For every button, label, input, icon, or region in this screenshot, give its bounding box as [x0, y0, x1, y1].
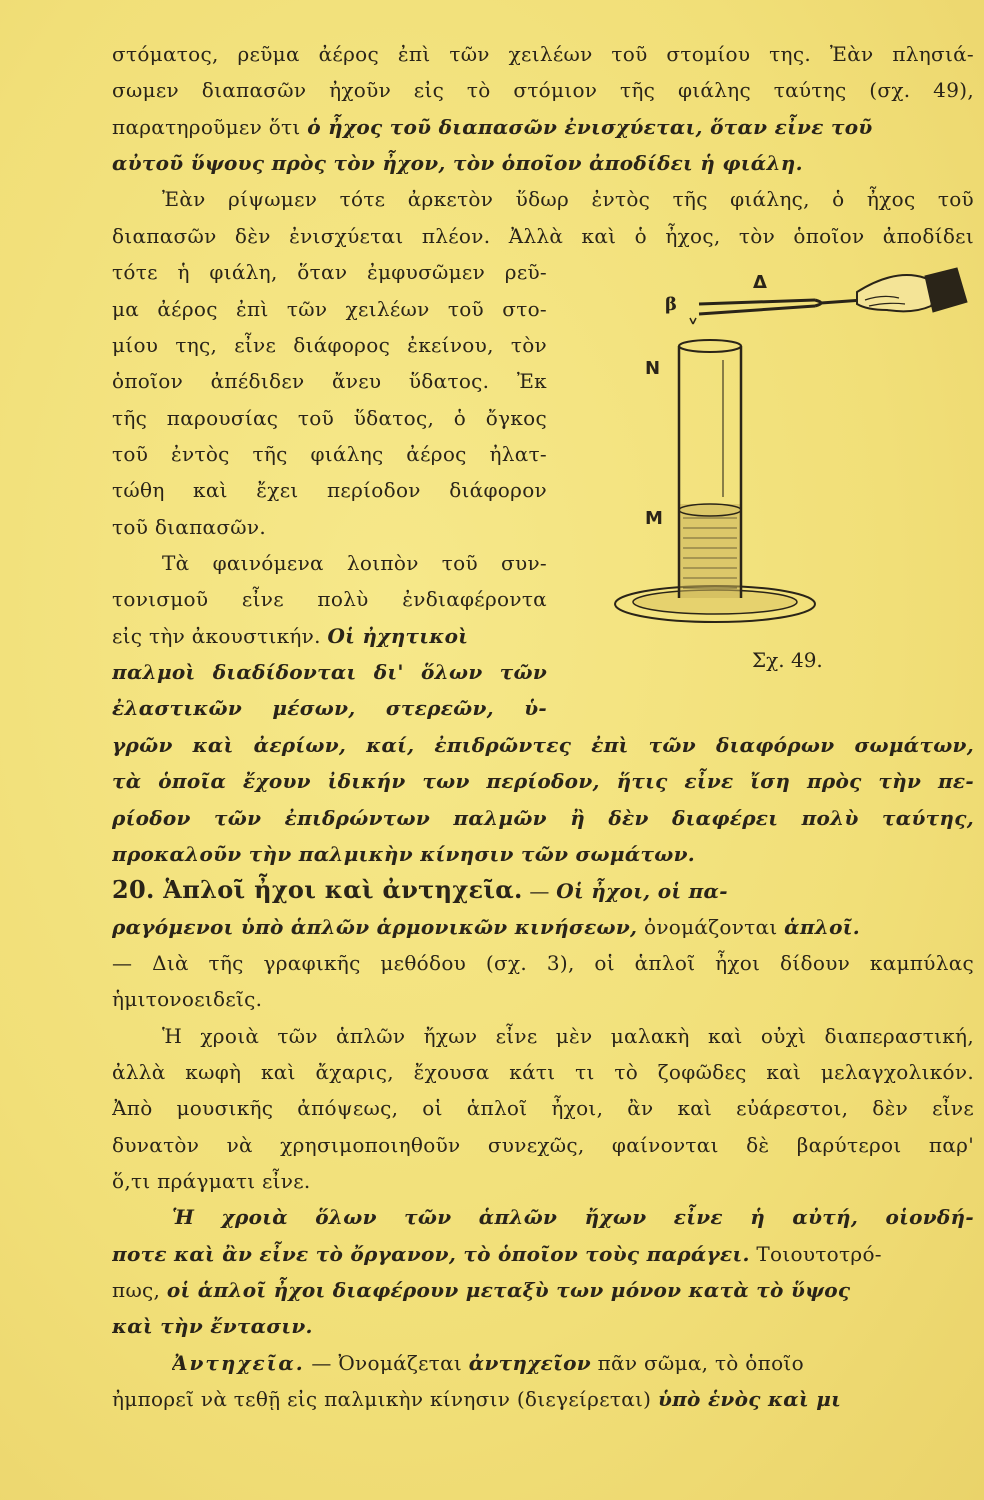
- text-line: ὅ,τι πράγματι εἶνε.: [112, 1169, 311, 1193]
- hand-drawing: [857, 268, 967, 312]
- text-line: μα ἀέρος ἐπὶ τῶν χειλέων τοῦ στο-: [112, 297, 547, 321]
- text-line: ραγόμενοι ὑπὸ ἁπλῶν ἁρμονικῶν κινήσεων, ὀνομάζονται ἁπλοῖ.: [112, 915, 860, 939]
- figure-caption: Σχ. 49.: [752, 648, 823, 672]
- sound-mark: [690, 318, 696, 324]
- emphasis-text: ἁπλοῖ.: [784, 915, 860, 939]
- emphasis-line: προκαλοῦν τὴν παλμικὴν κίνησιν τῶν σωμάτων.: [112, 842, 696, 866]
- emphasis-text: οἱ ἁπλοῖ ἦχοι διαφέρουν μεταξὺ των μόνον κατὰ τὸ ὕψος: [166, 1278, 851, 1302]
- text-line: Ἡ χροιὰ τῶν ἁπλῶν ἤχων εἶνε μὲν μαλακὴ καὶ οὐχὶ διαπεραστική,: [162, 1024, 974, 1048]
- text-line: ἀλλὰ κωφὴ καὶ ἄχαρις, ἔχουσα κάτι τι τὸ ζοφῶδες καὶ μελαγχολικόν.: [112, 1060, 974, 1084]
- text-line: Ἀπὸ μουσικῆς ἀπόψεως, οἱ ἁπλοῖ ἦχοι, ἂν καὶ εὐάρεστοι, δὲν εἶνε: [112, 1096, 974, 1120]
- text-line: τοῦ ἐντὸς τῆς φιάλης ἀέρος ἠλατ-: [112, 442, 547, 466]
- emphasis-line: γρῶν καὶ ἀερίων, καί, ἐπιδρῶντες ἐπὶ τῶν διαφόρων σωμάτων,: [112, 733, 974, 757]
- cylinder-mouth: [679, 340, 741, 352]
- emphasis-line: καὶ τὴν ἔντασιν.: [112, 1314, 313, 1338]
- emphasis-line: τὰ ὁποῖα ἔχουν ἰδικήν των περίοδον, ἥτις εἶνε ἴση πρὸς τὴν πε-: [112, 769, 974, 793]
- text-line: Ἀντηχεῖα. — Ὀνομάζεται ἀντηχεῖον πᾶν σῶμα, τὸ ὁποῖο: [172, 1351, 804, 1375]
- emphasis-text: ὑπὸ ἑνὸς καὶ μι: [657, 1387, 842, 1411]
- label-n: N: [645, 358, 661, 379]
- emphasis-text: ὁ ἦχος τοῦ διαπασῶν ἐνισχύεται, ὅταν εἶνε τοῦ: [307, 115, 873, 139]
- text-line: — Διὰ τῆς γραφικῆς μεθόδου (σχ. 3), οἱ ἁπλοῖ ἦχοι δίδουν καμπύλας: [112, 951, 974, 975]
- resonance-figure: [595, 262, 980, 662]
- text-line: τοῦ διαπασῶν.: [112, 515, 267, 539]
- emphasis-line: παλμοὶ διαδίδονται δι' ὅλων τῶν: [112, 660, 547, 684]
- text-line: τότε ἡ φιάλη, ὅταν ἐμφυσῶμεν ρεῦ-: [112, 260, 547, 284]
- text-line: δυνατὸν νὰ χρησιμοποιηθοῦν συνεχῶς, φαίνονται δὲ βαρύτεροι παρ': [112, 1133, 974, 1157]
- text-line: πως, οἱ ἁπλοῖ ἦχοι διαφέρουν μεταξὺ των μόνον κατὰ τὸ ὕψος: [112, 1278, 851, 1302]
- text-line: εἰς τὴν ἀκουστικήν. Οἱ ἠχητικοὶ: [112, 624, 469, 648]
- label-m: M: [645, 508, 663, 529]
- emphasis-text: Οἱ ἠχητικοὶ: [327, 624, 469, 648]
- text-line: ὁποῖον ἀπέδιδεν ἄνευ ὕδατος. Ἐκ: [112, 369, 547, 393]
- text-line: παρατηροῦμεν ὅτι ὁ ἦχος τοῦ διαπασῶν ἐνισχύεται, ὅταν εἶνε τοῦ: [112, 115, 873, 139]
- label-delta: Δ: [753, 272, 767, 293]
- text-line: Τὰ φαινόμενα λοιπὸν τοῦ συν-: [162, 551, 547, 575]
- text-line: τώθη καὶ ἔχει περίοδον διάφορον: [112, 478, 547, 502]
- section-heading: 20. Ἁπλοῖ ἦχοι καὶ ἀντηχεῖα.: [112, 875, 523, 904]
- text-line: τονισμοῦ εἶνε πολὺ ἐνδιαφέροντα: [112, 587, 547, 611]
- text-line: ποτε καὶ ἂν εἶνε τὸ ὄργανον, τὸ ὁποῖον τοὺς παράγει. Τοιουτοτρό-: [112, 1242, 882, 1266]
- subsection-heading: Ἀντηχεῖα.: [172, 1351, 305, 1375]
- section-heading-line: 20. Ἁπλοῖ ἦχοι καὶ ἀντηχεῖα. — Οἱ ἦχοι, οἱ πα-: [112, 875, 728, 904]
- text-line: ἠμπορεῖ νὰ τεθῇ εἰς παλμικὴν κίνησιν (διεγείρεται) ὑπὸ ἑνὸς καὶ μι: [112, 1387, 842, 1411]
- emphasis-text: ραγόμενοι ὑπὸ ἁπλῶν ἁρμονικῶν κινήσεων,: [112, 915, 638, 939]
- text-line: τῆς παρουσίας τοῦ ὕδατος, ὁ ὄγκος: [112, 406, 547, 430]
- emphasis-line: Ἡ χροιὰ ὅλων τῶν ἁπλῶν ἤχων εἶνε ἡ αὐτή, οἱονδή-: [172, 1205, 974, 1229]
- tuning-fork: [699, 300, 863, 314]
- emphasis-text: ποτε καὶ ἂν εἶνε τὸ ὄργανον, τὸ ὁποῖον τοὺς παράγει.: [112, 1242, 750, 1266]
- text-line: μίου της, εἶνε διάφορος ἐκείνου, τὸν: [112, 333, 547, 357]
- emphasis-text: ἀντηχεῖον: [468, 1351, 591, 1375]
- text-line: ἡμιτονοειδεῖς.: [112, 987, 263, 1011]
- text-line: διαπασῶν δὲν ἐνισχύεται πλέον. Ἀλλὰ καὶ ὁ ἦχος, τὸν ὁποῖον ἀποδίδει: [112, 224, 974, 248]
- label-beta: β: [665, 294, 677, 315]
- emphasis-line: αὐτοῦ ὕψους πρὸς τὸν ἦχον, τὸν ὁποῖον ἀποδίδει ἡ φιάλη.: [112, 151, 803, 175]
- emphasis-line: ρίοδον τῶν ἐπιδρώντων παλμῶν ἢ δὲν διαφέρει πολὺ ταύτης,: [112, 806, 974, 830]
- text-line: στόματος, ρεῦμα ἀέρος ἐπὶ τῶν χειλέων τοῦ στομίου της. Ἐὰν πλησιά-: [112, 42, 974, 66]
- text-line: σωμεν διαπασῶν ἠχοῦν εἰς τὸ στόμιον τῆς φιάλης ταύτης (σχ. 49),: [112, 78, 974, 102]
- emphasis-line: ἐλαστικῶν μέσων, στερεῶν, ὑ-: [112, 696, 547, 720]
- text-line: Ἐὰν ρίψωμεν τότε ἀρκετὸν ὕδωρ ἐντὸς τῆς φιάλης, ὁ ἦχος τοῦ: [162, 187, 974, 211]
- emphasis-text: Οἱ ἦχοι, οἱ πα-: [556, 879, 728, 903]
